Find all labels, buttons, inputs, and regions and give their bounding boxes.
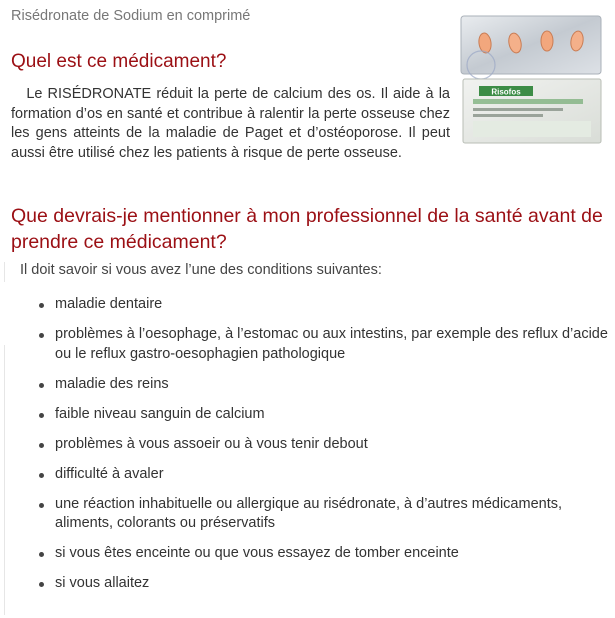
lead-divider xyxy=(4,262,5,282)
condition-text: problèmes à l’oesophage, à l’estomac ou aux intestins, par exemple des reflux d’acide ou le reflux gastro-oesophagien pathologique xyxy=(55,326,608,362)
bullet-icon xyxy=(39,473,44,478)
condition-text: maladie dentaire xyxy=(55,296,163,312)
condition-text: si vous allaitez xyxy=(55,575,150,591)
conditions-list xyxy=(30,295,615,604)
bullet-icon xyxy=(39,503,44,508)
condition-text: maladie des reins xyxy=(55,375,169,392)
bullet-icon xyxy=(39,333,44,338)
condition-item xyxy=(30,574,615,594)
bullet-icon xyxy=(39,383,44,388)
list-divider xyxy=(4,345,5,615)
condition-item xyxy=(30,435,615,455)
condition-item xyxy=(30,295,615,315)
condition-text: difficulté à avaler xyxy=(55,465,164,482)
bullet-icon xyxy=(39,413,44,418)
condition-item xyxy=(30,375,615,395)
condition-item xyxy=(30,495,615,534)
drug-subtitle: Risédronate de Sodium en comprimé xyxy=(11,8,251,24)
medication-box xyxy=(463,79,601,143)
bullet-icon xyxy=(39,443,44,448)
drug-description xyxy=(11,85,450,163)
bullet-icon xyxy=(39,303,44,308)
condition-item xyxy=(30,544,615,564)
condition-text: faible niveau sanguin de calcium xyxy=(55,405,265,422)
bullet-icon xyxy=(39,582,44,587)
blister-strip xyxy=(461,16,601,79)
drug-description-text: Le RISÉDRONATE réduit la perte de calcium des os. Il aide à la formation d’os en santé et contribue à ralentir la perte osseuse chez les gens atteints de la maladie de Paget et d’ostéoporose. Il peut aussi être utilisé chez les patients à risque de perte osseuse. xyxy=(11,86,450,161)
conditions-lead: Il doit savoir si vous avez l’une des conditions suivantes: xyxy=(20,262,382,278)
condition-text: si vous êtes enceinte ou que vous essayez de tomber enceinte xyxy=(55,545,459,561)
section-heading-before-taking: Que devrais-je mentionner à mon professionnel de la santé avant de prendre ce médicament? xyxy=(11,205,603,253)
condition-item xyxy=(30,405,615,425)
medication-blister-photo xyxy=(459,13,605,147)
condition-text: une réaction inhabituelle ou allergique au risédronate, à d’autres médicaments, aliments, colorants ou préservatifs xyxy=(55,495,563,531)
condition-item xyxy=(30,465,615,485)
svg-text:Risofos: Risofos xyxy=(491,87,521,97)
bullet-icon xyxy=(39,552,44,557)
condition-text: problèmes à vous assoeir ou à vous tenir debout xyxy=(55,435,368,452)
condition-item xyxy=(30,325,615,364)
section-heading-what-is: Quel est ce médicament? xyxy=(11,51,227,72)
